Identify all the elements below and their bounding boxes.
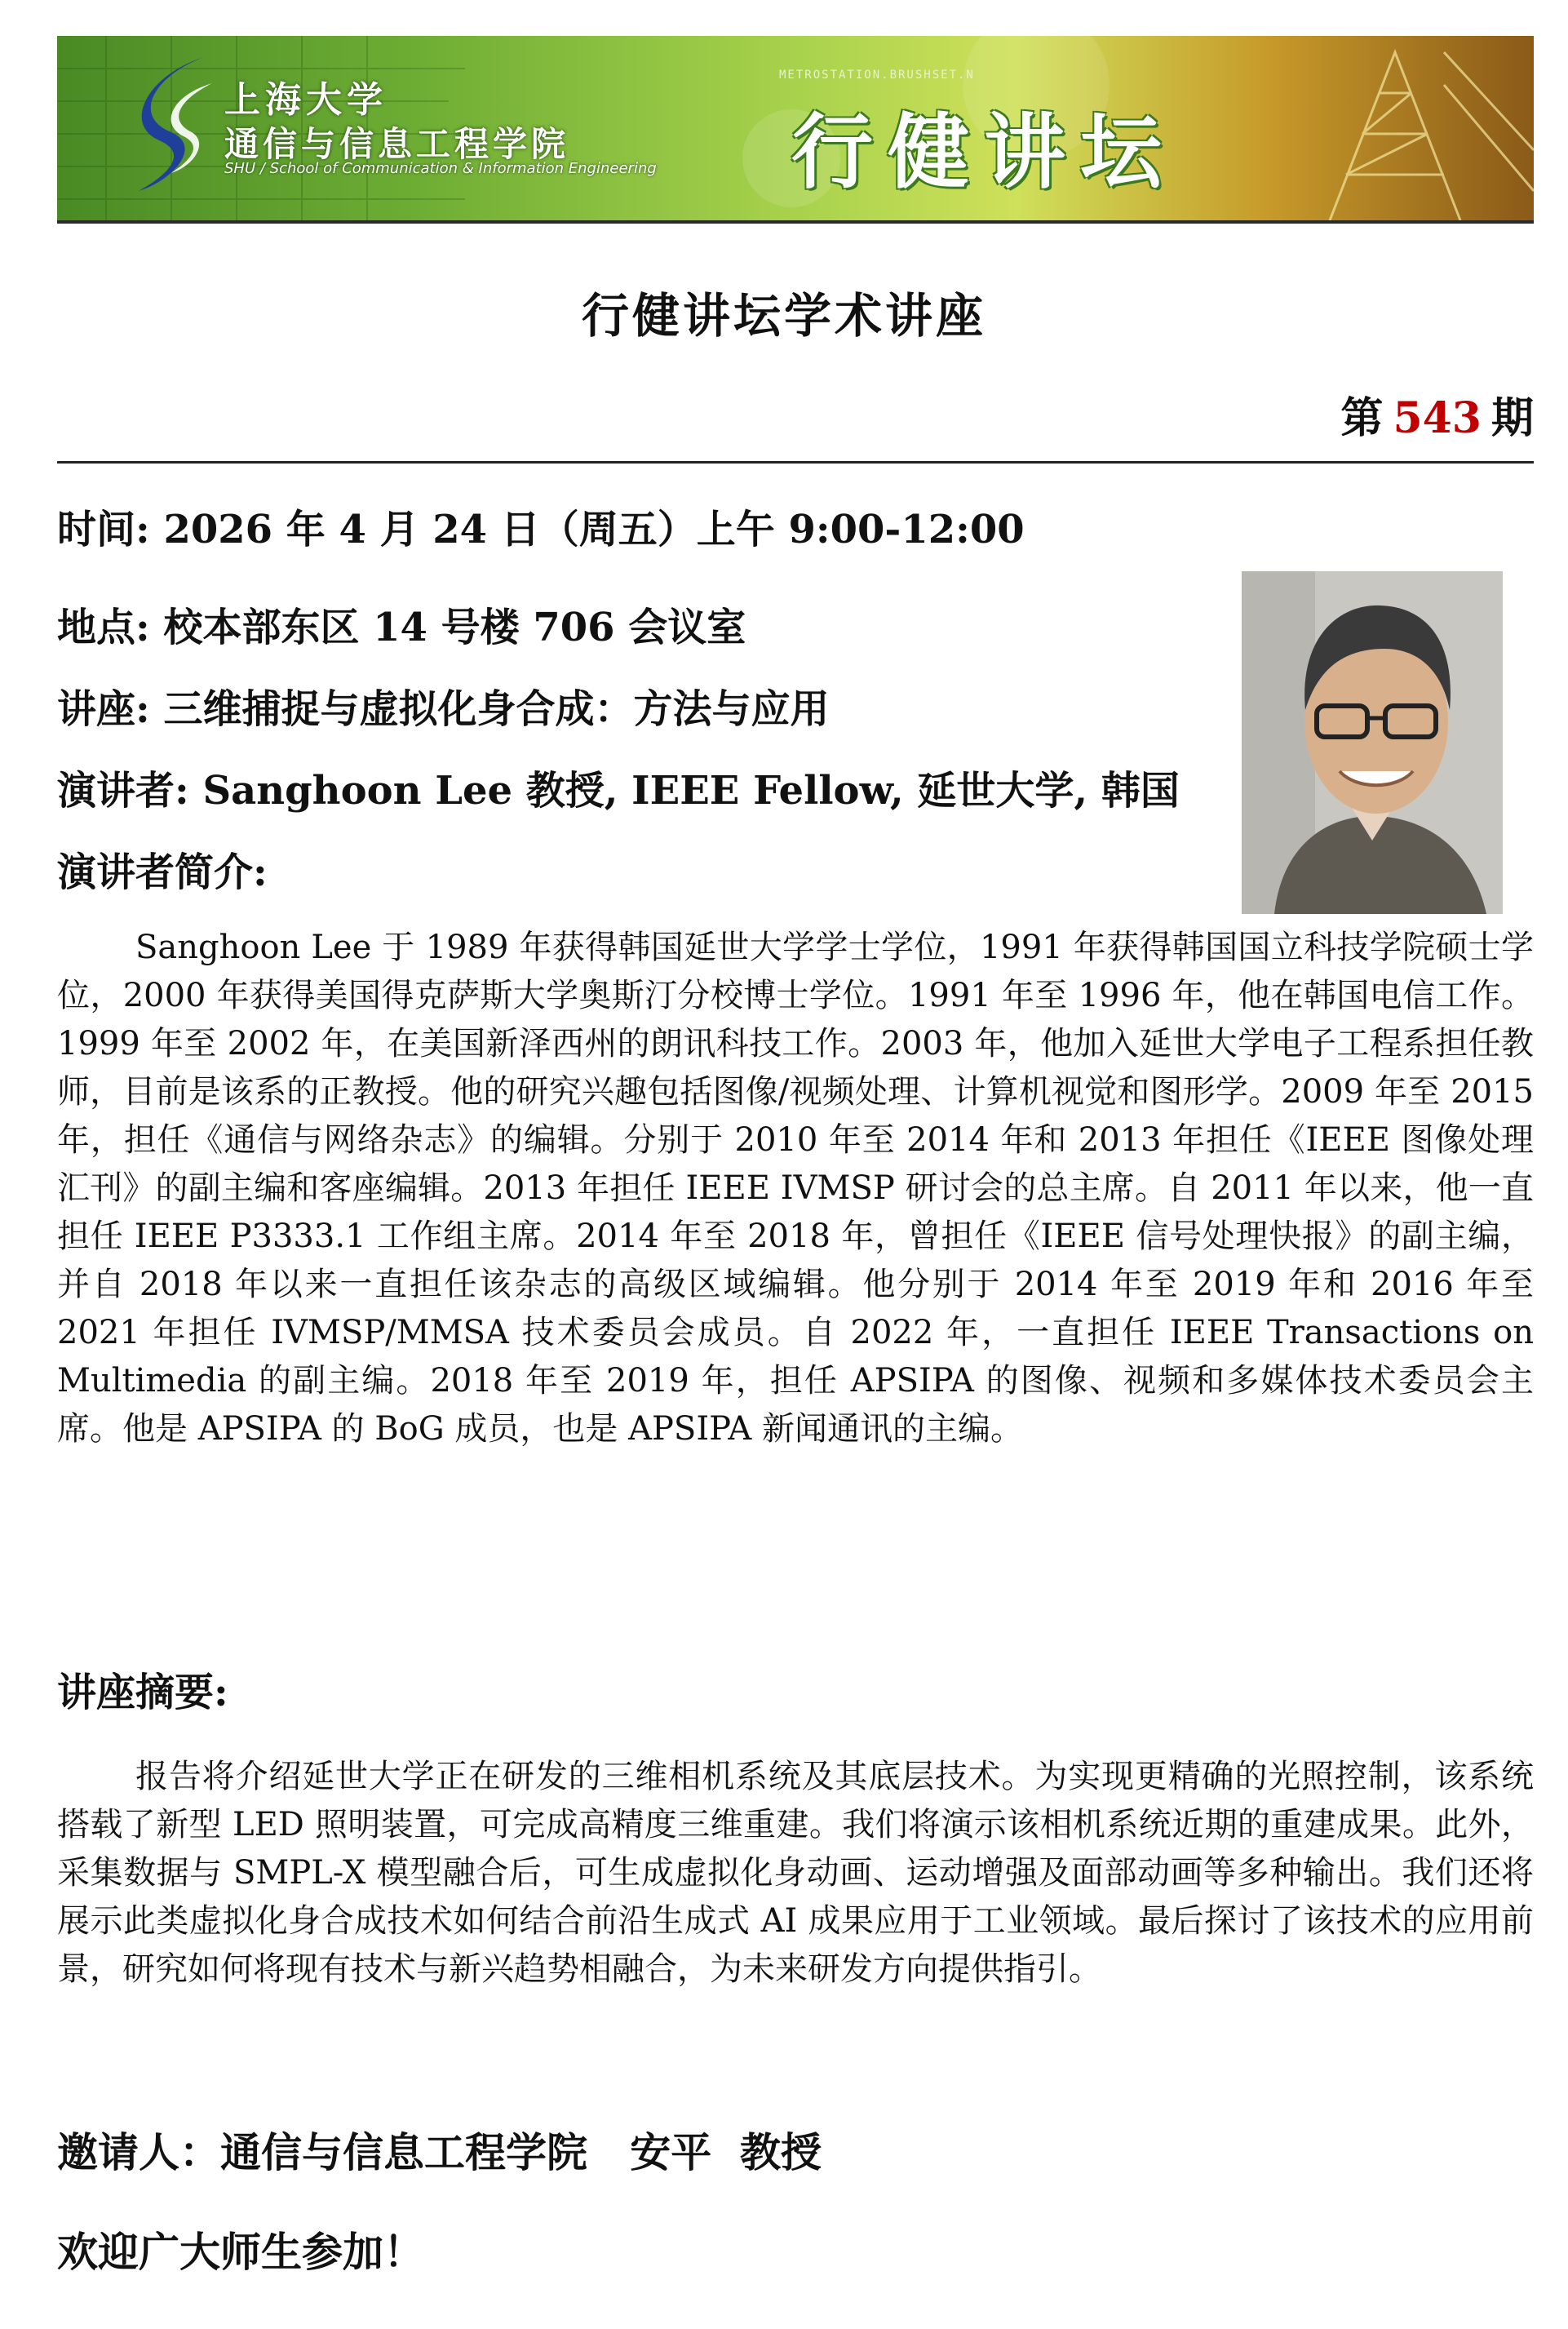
time-row: [57, 498, 1025, 554]
title-divider: [57, 461, 1534, 464]
speaker-photo: [1242, 571, 1503, 914]
issue-number: [1340, 384, 1534, 445]
university-logo: [122, 51, 220, 197]
speaker-row: [57, 759, 1180, 815]
banner-divider: [57, 220, 1534, 224]
speaker-portrait-graphic: [1242, 571, 1503, 914]
forum-title: 行健讲坛: [791, 104, 1176, 200]
bio-text: Sanghoon Lee 于 1989 年获得韩国延世大学学士学位，1991 年获得韩国国立科技学院硕士学位，2000 年获得美国得克萨斯大学奥斯汀分校博士学位。1991 年至 1996 年，他在韩国电信工作。1999 年至 2002 年，在美国新泽西州的朗讯科技工作。2003 年，他加入延世大学电子工程系担任教师，目前是该系的正教授。他的研究兴趣包括图像/视频处理、计算机视觉和图形学。2009 年至 2015 年，担任《通信与网络杂志》的编辑。分别于 2010 年至 2014 年和 2013 年担任《IEEE 图像处理汇刊》的副主编和客座编辑。2013 年担任 IEEE IVMSP 研讨会的总主席。自 2011 年以来，他一直担任 IEEE P3333.1 工作组主席。2014 年至 2018 年，曾担任《IEEE 信号处理快报》的副主编，并自 2018 年以来一直担任该杂志的高级区域编辑。他分别于 2014 年至 2019 年和 2016 年至 2021 年担任 IVMSP/MMSA 技术委员会成员。自 2022 年，一直担任 IEEE Transactions on Multimedia 的副主编。2018 年至 2019 年，担任 APSIPA 的图像、视频和多媒体技术委员会主席。他是 APSIPA 的 BoG 成员，也是 APSIPA 新闻通讯的主编。: [57, 929, 1534, 1448]
speaker-label: 演讲者:: [57, 768, 189, 814]
speaker-value: Sanghoon Lee 教授, IEEE Fellow, 延世大学, 韩国: [188, 768, 1180, 814]
lecture-value: 三维捕捉与虚拟化身合成：方法与应用: [149, 686, 830, 732]
lecture-label: 讲座:: [57, 686, 150, 732]
page-title: 行健讲坛学术讲座: [581, 288, 986, 344]
banner-watermark: METROSTATION.BRUSHSET.N: [779, 69, 975, 82]
school-name-cn-line1: 上海大学: [224, 79, 388, 121]
lecture-row: [57, 677, 829, 734]
bio-heading: 演讲者简介:: [57, 850, 268, 895]
place-label: 地点:: [57, 605, 150, 650]
school-name-cn-line2: 通信与信息工程学院: [224, 124, 570, 164]
welcome-line: 欢迎广大师生参加！: [57, 2229, 424, 2276]
time-value: 2026 年 4 月 24 日（周五）上午 9:00-12:00: [149, 507, 1025, 552]
abstract-text: 报告将介绍延世大学正在研发的三维相机系统及其底层技术。为实现更精确的光照控制，该系统搭载了新型 LED 照明装置，可完成高精度三维重建。我们将演示该相机系统近期的重建成果。此外，采集数据与 SMPL-X 模型融合后，可生成虚拟化身动画、运动增强及面部动画等多种输出。我们还将展示此类虚拟化身合成技术如何结合前沿生成式 AI 成果应用于工业领域。最后探讨了该技术的应用前景，研究如何将现有技术与新兴趋势相融合，为未来研发方向提供指引。: [57, 1758, 1534, 1988]
school-name-en: SHU / School of Communication & Information Engineering: [224, 160, 657, 177]
issue-prefix: 第: [1340, 393, 1384, 443]
place-row: [57, 596, 746, 652]
header-banner: [57, 36, 1534, 220]
abstract-heading: 讲座摘要:: [57, 1670, 228, 1715]
time-label: 时间:: [57, 507, 150, 552]
place-value: 校本部东区 14 号楼 706 会议室: [149, 605, 746, 650]
inviter-line: 邀请人：通信与信息工程学院 安平 教授: [57, 2129, 822, 2176]
issue-number-value: 543: [1393, 393, 1482, 443]
issue-suffix: 期: [1490, 393, 1534, 443]
